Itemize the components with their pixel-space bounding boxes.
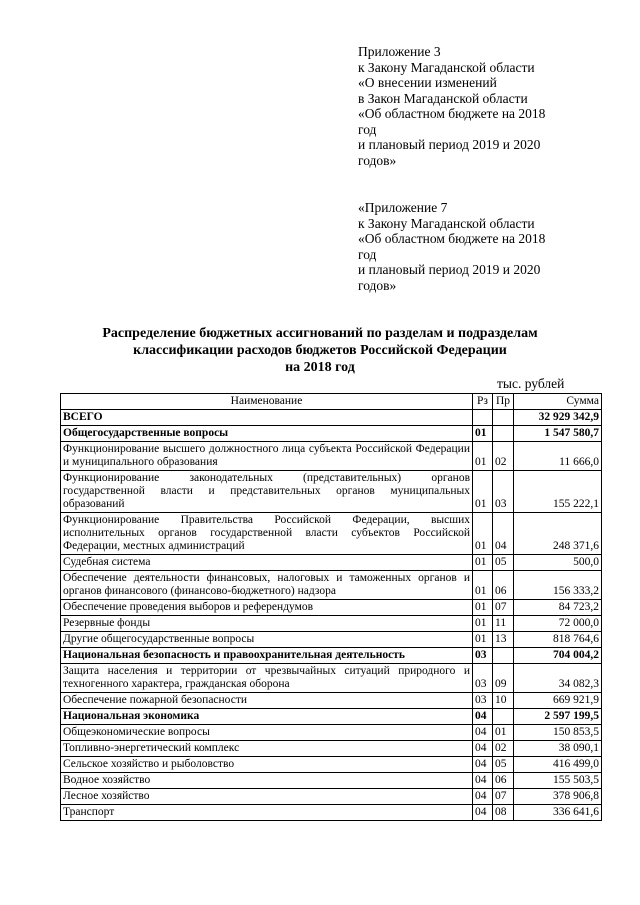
row-pr-cell: 13 — [493, 632, 514, 648]
row-rz-cell: 04 — [473, 805, 493, 821]
table-row — [61, 426, 602, 442]
appendix-line: к Закону Магаданской области — [358, 215, 535, 231]
table-row — [61, 471, 602, 513]
row-pr-cell: 05 — [493, 555, 514, 571]
appendix-line: Приложение 3 — [358, 44, 441, 59]
table-row — [61, 442, 602, 471]
table-row — [61, 693, 602, 709]
appendix-line: годов» — [358, 152, 397, 168]
table-row — [61, 632, 602, 648]
row-pr-cell: 01 — [493, 725, 514, 741]
row-rz-cell: 01 — [473, 471, 493, 513]
row-name-cell: Национальная безопасность и правоохранительная деятельность — [61, 648, 473, 664]
row-rz-cell — [473, 410, 493, 426]
row-pr-cell — [493, 648, 514, 664]
table-row — [61, 805, 602, 821]
row-sum-cell: 248 371,6 — [514, 513, 602, 555]
budget-table — [60, 393, 602, 821]
appendix-line: и плановый период 2019 и 2020 — [358, 262, 541, 277]
row-sum-cell: 32 929 342,9 — [514, 410, 602, 426]
row-pr-cell — [493, 410, 514, 426]
row-pr-cell: 07 — [493, 789, 514, 805]
row-pr-cell: 02 — [493, 741, 514, 757]
row-name-cell: Лесное хозяйство — [61, 789, 473, 805]
row-name-cell: Защита населения и территории от чрезвычайных ситуаций природного и техногенного характера, гражданская оборона — [61, 664, 473, 693]
appendix-line: и плановый период 2019 и 2020 — [358, 137, 541, 152]
row-name-cell: Общеэкономические вопросы — [61, 725, 473, 741]
row-rz-cell: 04 — [473, 741, 493, 757]
units-label: тыс. рублей — [497, 376, 565, 391]
row-name-cell: Функционирование высшего должностного лица субъекта Российской Федерации и муниципального образования — [61, 442, 473, 471]
row-pr-cell: 04 — [493, 513, 514, 555]
row-rz-cell: 01 — [473, 632, 493, 648]
appendix-line: в Закон Магаданской области — [358, 90, 528, 106]
row-sum-cell: 704 004,2 — [514, 648, 602, 664]
row-pr-cell — [493, 709, 514, 725]
row-pr-cell: 03 — [493, 471, 514, 513]
row-sum-cell: 11 666,0 — [514, 442, 602, 471]
row-sum-cell: 72 000,0 — [514, 616, 602, 632]
row-name-cell: Другие общегосударственные вопросы — [61, 632, 473, 648]
row-sum-cell: 500,0 — [514, 555, 602, 571]
row-name-cell: Судебная система — [61, 555, 473, 571]
table-row — [61, 741, 602, 757]
row-rz-cell: 04 — [473, 709, 493, 725]
header-rz: Рз — [473, 394, 493, 410]
row-rz-cell: 04 — [473, 725, 493, 741]
appendix-line: «О внесении изменений — [358, 75, 497, 90]
row-sum-cell: 416 499,0 — [514, 757, 602, 773]
row-pr-cell: 02 — [493, 442, 514, 471]
row-sum-cell: 818 764,6 — [514, 632, 602, 648]
table-row — [61, 773, 602, 789]
document-title — [40, 325, 600, 376]
appendix-line: год — [358, 246, 377, 262]
row-rz-cell: 03 — [473, 664, 493, 693]
table-row — [61, 789, 602, 805]
table-row — [61, 555, 602, 571]
row-pr-cell: 10 — [493, 693, 514, 709]
appendix-line: «Об областном бюджете на 2018 — [358, 106, 546, 121]
row-name-cell: Резервные фонды — [61, 616, 473, 632]
row-rz-cell: 01 — [473, 555, 493, 571]
appendix-line: «Об областном бюджете на 2018 — [358, 231, 546, 246]
row-sum-cell: 2 597 199,5 — [514, 709, 602, 725]
row-rz-cell: 01 — [473, 513, 493, 555]
appendix-line: к Закону Магаданской области — [358, 59, 535, 75]
row-sum-cell: 1 547 580,7 — [514, 426, 602, 442]
table-row — [61, 648, 602, 664]
row-pr-cell: 07 — [493, 600, 514, 616]
row-rz-cell: 01 — [473, 571, 493, 600]
row-rz-cell: 01 — [473, 600, 493, 616]
row-pr-cell: 08 — [493, 805, 514, 821]
row-name-cell: Функционирование законодательных (представительных) органов государственной власти и представительных органов муниципальных образований — [61, 471, 473, 513]
appendix-line: год — [358, 121, 377, 137]
row-name-cell: Обеспечение деятельности финансовых, налоговых и таможенных органов и органов финансового (финансово-бюджетного) надзора — [61, 571, 473, 600]
title-line-3: на 2018 год — [285, 360, 355, 375]
row-pr-cell: 09 — [493, 664, 514, 693]
row-sum-cell: 150 853,5 — [514, 725, 602, 741]
title-line-1: Распределение бюджетных ассигнований по разделам и подразделам — [102, 326, 538, 341]
row-name-cell: Водное хозяйство — [61, 773, 473, 789]
row-sum-cell: 155 503,5 — [514, 773, 602, 789]
row-rz-cell: 03 — [473, 693, 493, 709]
row-rz-cell: 01 — [473, 616, 493, 632]
table-row — [61, 616, 602, 632]
appendix-line: годов» — [358, 277, 397, 293]
title-line-2: классификации расходов бюджетов Российской Федерации — [133, 343, 507, 358]
row-pr-cell: 06 — [493, 571, 514, 600]
row-rz-cell: 03 — [473, 648, 493, 664]
row-pr-cell: 11 — [493, 616, 514, 632]
row-rz-cell: 04 — [473, 757, 493, 773]
row-name-cell: Обеспечение проведения выборов и референдумов — [61, 600, 473, 616]
table-row — [61, 757, 602, 773]
row-name-cell: Транспорт — [61, 805, 473, 821]
table-row — [61, 571, 602, 600]
row-sum-cell: 378 906,8 — [514, 789, 602, 805]
table-row — [61, 410, 602, 426]
appendix-original-block — [358, 200, 588, 293]
table-row — [61, 513, 602, 555]
header-sum: Сумма — [514, 394, 602, 410]
row-pr-cell — [493, 426, 514, 442]
row-sum-cell: 336 641,6 — [514, 805, 602, 821]
row-name-cell: Топливно-энергетический комплекс — [61, 741, 473, 757]
row-name-cell: Функционирование Правительства Российской Федерации, высших исполнительных органов государственной власти субъектов Российской Федерации, местных администраций — [61, 513, 473, 555]
row-sum-cell: 38 090,1 — [514, 741, 602, 757]
appendix-line: «Приложение 7 — [358, 200, 448, 215]
row-rz-cell: 01 — [473, 426, 493, 442]
row-sum-cell: 155 222,1 — [514, 471, 602, 513]
row-sum-cell: 84 723,2 — [514, 600, 602, 616]
table-row — [61, 725, 602, 741]
row-name-cell: Общегосударственные вопросы — [61, 426, 473, 442]
row-name-cell: Обеспечение пожарной безопасности — [61, 693, 473, 709]
row-rz-cell: 01 — [473, 442, 493, 471]
row-name-cell: ВСЕГО — [61, 410, 473, 426]
row-pr-cell: 05 — [493, 757, 514, 773]
table-row — [61, 600, 602, 616]
row-sum-cell: 34 082,3 — [514, 664, 602, 693]
row-pr-cell: 06 — [493, 773, 514, 789]
header-name: Наименование — [61, 394, 473, 410]
row-sum-cell: 669 921,9 — [514, 693, 602, 709]
table-row — [61, 709, 602, 725]
row-rz-cell: 04 — [473, 773, 493, 789]
header-pr: Пр — [493, 394, 514, 410]
table-header-row — [61, 394, 602, 410]
table-row — [61, 664, 602, 693]
appendix-current-block — [358, 44, 588, 168]
row-rz-cell: 04 — [473, 789, 493, 805]
row-name-cell: Национальная экономика — [61, 709, 473, 725]
row-sum-cell: 156 333,2 — [514, 571, 602, 600]
row-name-cell: Сельское хозяйство и рыболовство — [61, 757, 473, 773]
